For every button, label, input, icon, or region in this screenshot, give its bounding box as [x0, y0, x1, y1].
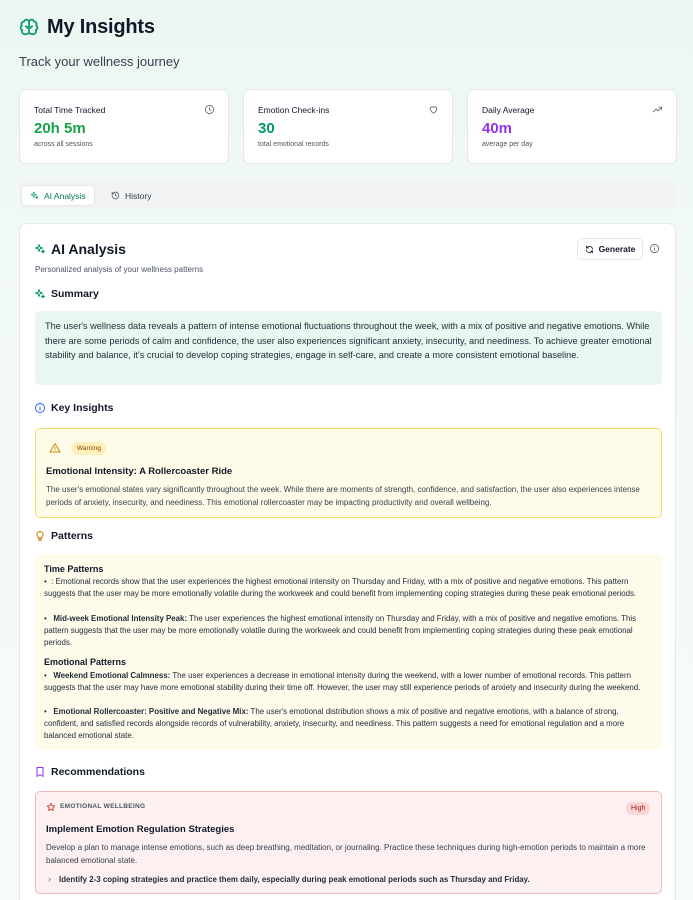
section-title: Summary: [51, 288, 99, 300]
analysis-title: AI Analysis: [51, 241, 126, 257]
analysis-subtitle: Personalized analysis of your wellness patterns: [35, 265, 204, 274]
chevron-right-icon: ›: [48, 874, 51, 884]
pattern-title: Mid-week Emotional Intensity Peak:: [53, 614, 188, 623]
recommendation-card: [35, 791, 662, 894]
pattern-item: • Weekend Emotional Calmness: The user experiences a decrease in emotional intensity during the weekend, with a lower number of emotional records. This pattern suggests that the user may have more emotional stability during their time off. However, the user may still experience periods of anxiety and insecurity during the weekend.: [44, 671, 641, 692]
page-title: My Insights: [47, 16, 155, 38]
summary-text: The user's wellness data reveals a pattern of intense emotional fluctuations throughout the week, with a mix of positive and negative emotions. While there are some periods of calm and confidence, the user also experiences significant anxiety, insecurity, and neediness. To achieve greater emotional stability and balance, it's crucial to develop coping strategies, engage in self-care, and create a more consistent emotional baseline.: [35, 311, 662, 385]
refresh-icon: [585, 245, 594, 254]
patterns-box: [35, 554, 662, 750]
tab-bar: [19, 182, 676, 209]
stat-card-emotion-checkins: [243, 89, 453, 164]
pattern-item: • Emotional Rollercoaster: Positive and Negative Mix: The user's emotional distribution shows a mix of positive and negative emotions, with a balance of strong, confident, and satisfied records alongside records of vulnerability, anxiety, insecurity, and neediness. This pattern suggests a need for emotional regulation and a more balanced emotional state.: [44, 707, 625, 740]
stat-card-daily-average: [467, 89, 677, 164]
emotional-patterns-heading: Emotional Patterns: [44, 657, 127, 667]
info-icon: [34, 402, 46, 414]
stat-caption: total emotional records: [258, 141, 329, 148]
recommendation-body: Develop a plan to manage intense emotions, such as deep breathing, meditation, or journaling. Practice these techniques during high-emotion periods to maintain a more balanced emotional state.: [46, 843, 646, 865]
pattern-text: The user experiences a decrease in emotional intensity during the weekend, with a lower number of emotional records. This pattern suggests that the user may have more emotional stability during their time off. However, the user may still experience periods of anxiety and insecurity during the weekend.: [44, 671, 641, 692]
stat-label: Emotion Check-ins: [258, 105, 330, 115]
pattern-text: : Emotional records show that the user experiences the highest emotional intensity on Thursday and Friday, with a mix of positive and negative emotions. This pattern suggests that the user may be more emotionally volatile during the workweek and could benefit from implementing coping strategies during these peak emotional periods.: [44, 577, 637, 598]
tab-history[interactable]: [103, 185, 159, 206]
recommendation-step[interactable]: [48, 874, 530, 884]
recommendation-category: EMOTIONAL WELLBEING: [60, 803, 146, 810]
tab-ai-analysis[interactable]: [21, 185, 95, 206]
recommendation-title: Implement Emotion Regulation Strategies: [46, 824, 235, 835]
stat-value: 40m: [482, 120, 513, 137]
section-title: Patterns: [51, 530, 94, 542]
page-subtitle: Track your wellness journey: [19, 54, 180, 69]
sparkles-icon: [30, 191, 39, 200]
ai-analysis-card: [19, 223, 676, 900]
sparkles-icon: [34, 243, 46, 255]
lightbulb-icon: [34, 530, 46, 542]
warning-icon: [49, 442, 61, 454]
generate-label: Generate: [598, 244, 636, 254]
insight-card-warning: [35, 428, 662, 518]
insight-title: Emotional Intensity: A Rollercoaster Ride: [46, 466, 233, 477]
pattern-title: Weekend Emotional Calmness:: [53, 671, 171, 680]
trending-up-icon: [652, 104, 663, 115]
section-title: Key Insights: [51, 402, 114, 414]
info-icon[interactable]: [649, 243, 660, 254]
step-text: Identify 2-3 coping strategies and practice them daily, especially during peak emotional periods such as Thursday and Friday.: [59, 874, 530, 884]
section-title: Recommendations: [51, 766, 145, 778]
tab-label: History: [125, 190, 152, 201]
brain-icon: [19, 18, 39, 38]
stat-label: Daily Average: [482, 105, 535, 115]
clock-icon: [204, 104, 215, 115]
summary-heading: [34, 288, 99, 300]
tab-label: AI Analysis: [44, 190, 86, 201]
bookmark-icon: [34, 766, 46, 778]
key-insights-heading: [34, 402, 113, 414]
pattern-text: The user experiences the highest emotional intensity on Thursday and Friday, with a mix of positive and negative emotions. This pattern suggests that the user may be more emotionally volatile during the workweek and could benefit from implementing coping strategies during these peak emotional periods.: [44, 614, 637, 647]
stat-value: 30: [258, 120, 275, 137]
generate-button[interactable]: [577, 238, 643, 260]
stat-label: Total Time Tracked: [34, 105, 106, 115]
analysis-header: [34, 241, 126, 257]
pattern-text: The user's emotional distribution shows a mix of positive and negative emotions, with a balance of strong, confident, and satisfied records alongside records of vulnerability, anxiety, insecurity, and neediness. This pattern suggests a need for emotional regulation and a more balanced emotional state.: [44, 707, 625, 740]
pattern-title: Emotional Rollercoaster: Positive and Negative Mix:: [53, 707, 249, 716]
page-header: [19, 16, 155, 39]
pattern-item: • : Emotional records show that the user experiences the highest emotional intensity on Thursday and Friday, with a mix of positive and negative emotions. This pattern suggests that the user may be more emotionally volatile during the workweek and could benefit from implementing coping strategies during these peak emotional periods.: [44, 577, 637, 598]
time-patterns-heading: Time Patterns: [44, 564, 104, 574]
star-icon: [46, 802, 56, 812]
pattern-item: • Mid-week Emotional Intensity Peak: The user experiences the highest emotional intensity on Thursday and Friday, with a mix of positive and negative emotions. This pattern suggests that the user may be more emotionally volatile during the workweek and could benefit from implementing coping strategies during these peak emotional periods.: [44, 614, 637, 647]
insight-body: The user's emotional states vary significantly throughout the week. While there are moments of strength, confidence, and satisfaction, the user also experiences intense periods of anxiety, insecurity, and neediness. This emotional rollercoaster may be impacting productivity and overall wellbeing.: [46, 485, 640, 507]
stat-caption: average per day: [482, 141, 533, 148]
sparkles-icon: [34, 288, 46, 300]
insight-badge: Warning: [72, 442, 106, 455]
patterns-heading: [34, 530, 93, 542]
history-icon: [111, 191, 120, 200]
stat-value: 20h 5m: [34, 120, 86, 137]
stat-card-total-time: [19, 89, 229, 164]
stat-caption: across all sessions: [34, 141, 93, 148]
priority-badge: High: [626, 802, 650, 815]
recommendations-heading: [34, 766, 145, 778]
heart-icon: [428, 104, 439, 115]
